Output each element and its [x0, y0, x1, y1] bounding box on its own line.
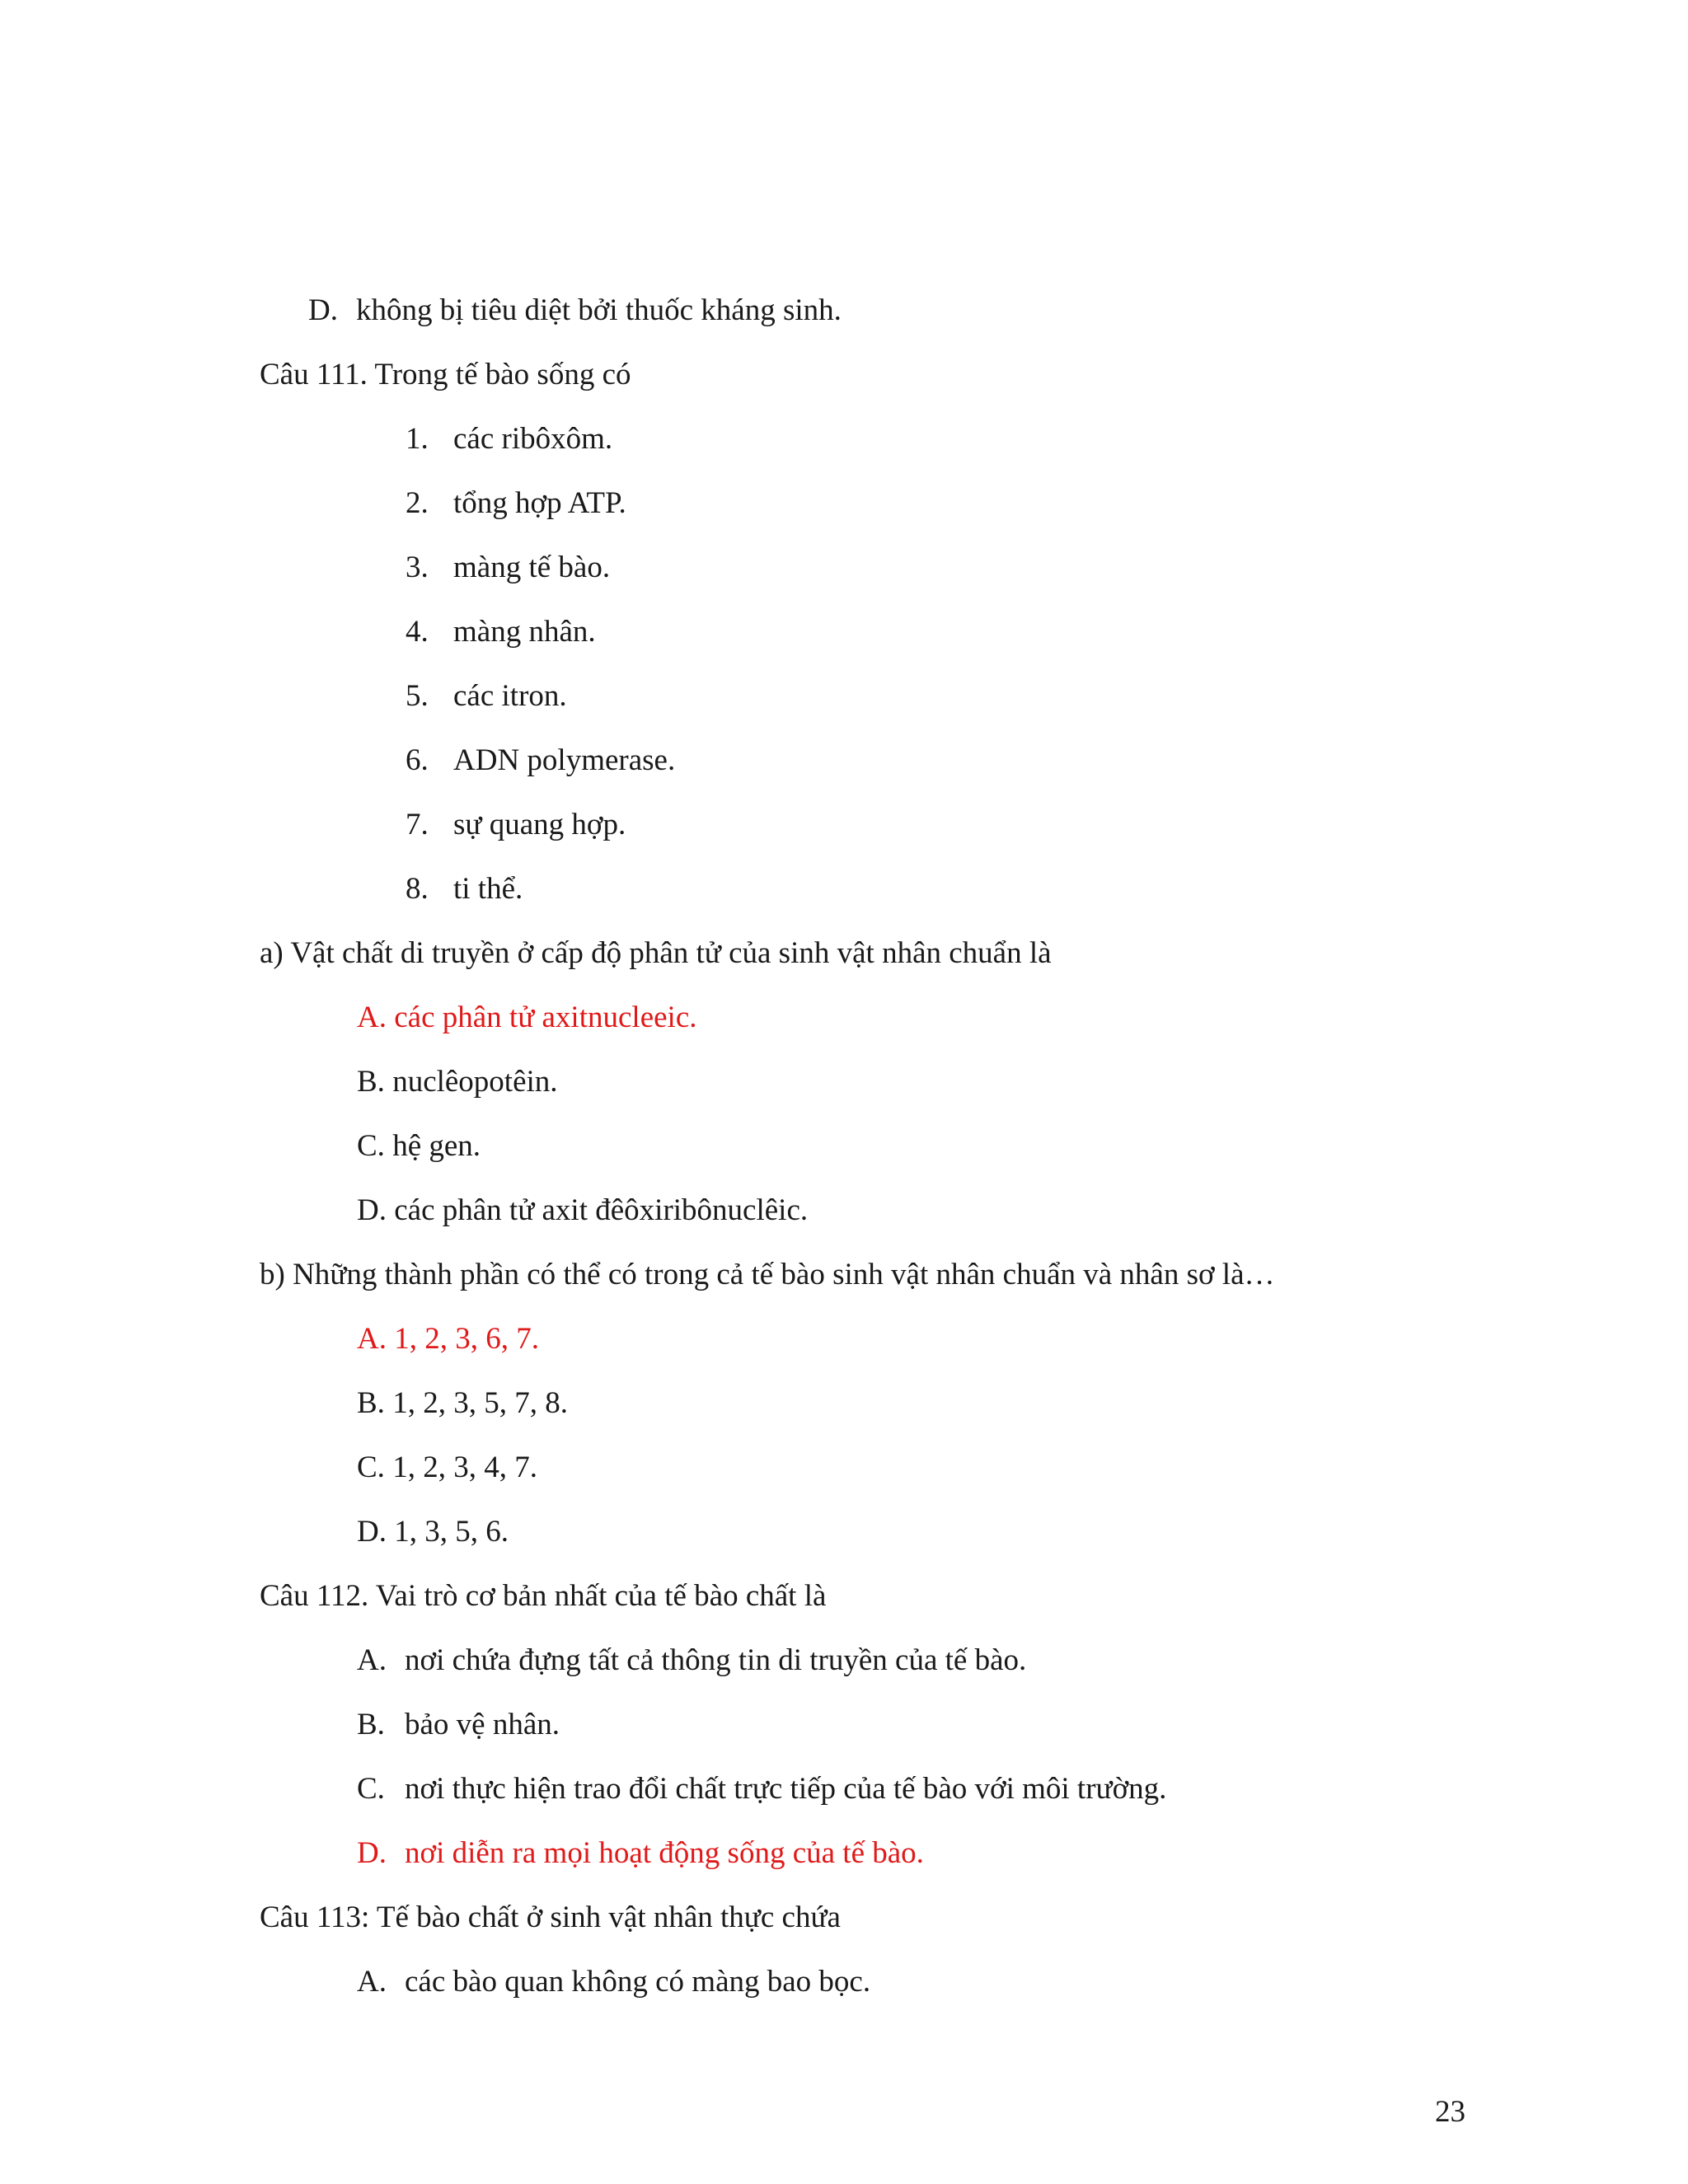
- list-item-number: 5.: [406, 679, 429, 713]
- q111a-option-c: [357, 1128, 481, 1165]
- option-label: A.: [357, 1322, 387, 1356]
- q112-option-d-correct: [357, 1835, 924, 1872]
- option-text: các phân tử axitnucleeic.: [394, 1001, 697, 1034]
- option-label: D.: [308, 293, 338, 327]
- q111b-option-c: [357, 1450, 537, 1486]
- list-item-text: màng tế bào.: [453, 551, 611, 584]
- q112-title: Câu 112. Vai trò cơ bản nhất của tế bào chất là: [260, 1579, 827, 1613]
- option-text: không bị tiêu diệt bởi thuốc kháng sinh.: [356, 293, 842, 327]
- option-label: A.: [357, 1643, 387, 1677]
- list-item-number: 4.: [406, 615, 429, 649]
- list-item: [406, 485, 626, 522]
- option-text: 1, 2, 3, 5, 7, 8.: [392, 1386, 568, 1420]
- list-item-number: 3.: [406, 551, 429, 584]
- list-item-number: 1.: [406, 422, 429, 456]
- q111a-option-b: [357, 1064, 558, 1100]
- list-item-number: 6.: [406, 743, 429, 777]
- q110-option-d: [308, 293, 842, 329]
- q111a-option-d: [357, 1193, 808, 1229]
- q113-title: Câu 113: Tế bào chất ở sinh vật nhân thực chứa: [260, 1900, 841, 1934]
- option-text: nơi diễn ra mọi hoạt động sống của tế bào.: [405, 1836, 924, 1870]
- q111b-option-b: [357, 1385, 568, 1422]
- option-label: B.: [357, 1386, 385, 1420]
- option-label: A.: [357, 1965, 387, 1999]
- q111b-option-d: [357, 1514, 509, 1550]
- list-item-number: 8.: [406, 872, 429, 906]
- option-text: 1, 2, 3, 6, 7.: [394, 1322, 539, 1356]
- list-item-text: tổng hợp ATP.: [453, 486, 626, 520]
- list-item: [406, 614, 596, 650]
- list-item: [406, 871, 523, 907]
- list-item: [406, 550, 610, 586]
- option-text: các bào quan không có màng bao bọc.: [405, 1965, 871, 1999]
- list-item-number: 7.: [406, 808, 429, 841]
- option-text: nơi thực hiện trao đổi chất trực tiếp của tế bào với môi trường.: [405, 1772, 1167, 1806]
- list-item-text: màng nhân.: [453, 615, 596, 649]
- q113-option-a: [357, 1964, 870, 2000]
- list-item-text: các ribôxôm.: [453, 422, 613, 456]
- list-item: [406, 421, 612, 457]
- option-text: 1, 2, 3, 4, 7.: [392, 1451, 537, 1484]
- option-text: bảo vệ nhân.: [405, 1708, 560, 1741]
- q111-part-a-question: a) Vật chất di truyền ở cấp độ phân tử của sinh vật nhân chuẩn là: [260, 936, 1052, 970]
- option-label: B.: [357, 1065, 385, 1099]
- option-label: B.: [357, 1708, 385, 1741]
- option-text: 1, 3, 5, 6.: [394, 1515, 509, 1549]
- page-number: 23: [1435, 2095, 1465, 2129]
- list-item: [406, 807, 626, 843]
- option-text: nơi chứa đựng tất cả thông tin di truyền của tế bào.: [405, 1643, 1027, 1677]
- list-item: [406, 743, 675, 779]
- list-item: [406, 678, 567, 715]
- option-label: C.: [357, 1451, 385, 1484]
- option-text: nuclêopotêin.: [392, 1065, 558, 1099]
- option-text: hệ gen.: [392, 1129, 481, 1163]
- list-item-text: các itron.: [453, 679, 567, 713]
- q111b-option-a-correct: [357, 1321, 539, 1357]
- q112-option-b: [357, 1707, 560, 1743]
- list-item-number: 2.: [406, 486, 429, 520]
- q112-option-c: [357, 1771, 1166, 1807]
- option-label: D.: [357, 1193, 387, 1227]
- option-label: C.: [357, 1772, 385, 1806]
- list-item-text: sự quang hợp.: [453, 808, 626, 841]
- option-label: A.: [357, 1001, 387, 1034]
- list-item-text: ti thể.: [453, 872, 523, 906]
- option-label: D.: [357, 1515, 387, 1549]
- option-label: C.: [357, 1129, 385, 1163]
- q111-part-b-question: b) Những thành phần có thể có trong cả tế bào sinh vật nhân chuẩn và nhân sơ là…: [260, 1258, 1275, 1291]
- q112-option-a: [357, 1643, 1026, 1679]
- list-item-text: ADN polymerase.: [453, 743, 676, 777]
- q111-title: Câu 111. Trong tế bào sống có: [260, 358, 631, 391]
- option-label: D.: [357, 1836, 387, 1870]
- option-text: các phân tử axit đêôxiribônuclêic.: [394, 1193, 809, 1227]
- q111a-option-a-correct: [357, 1000, 697, 1036]
